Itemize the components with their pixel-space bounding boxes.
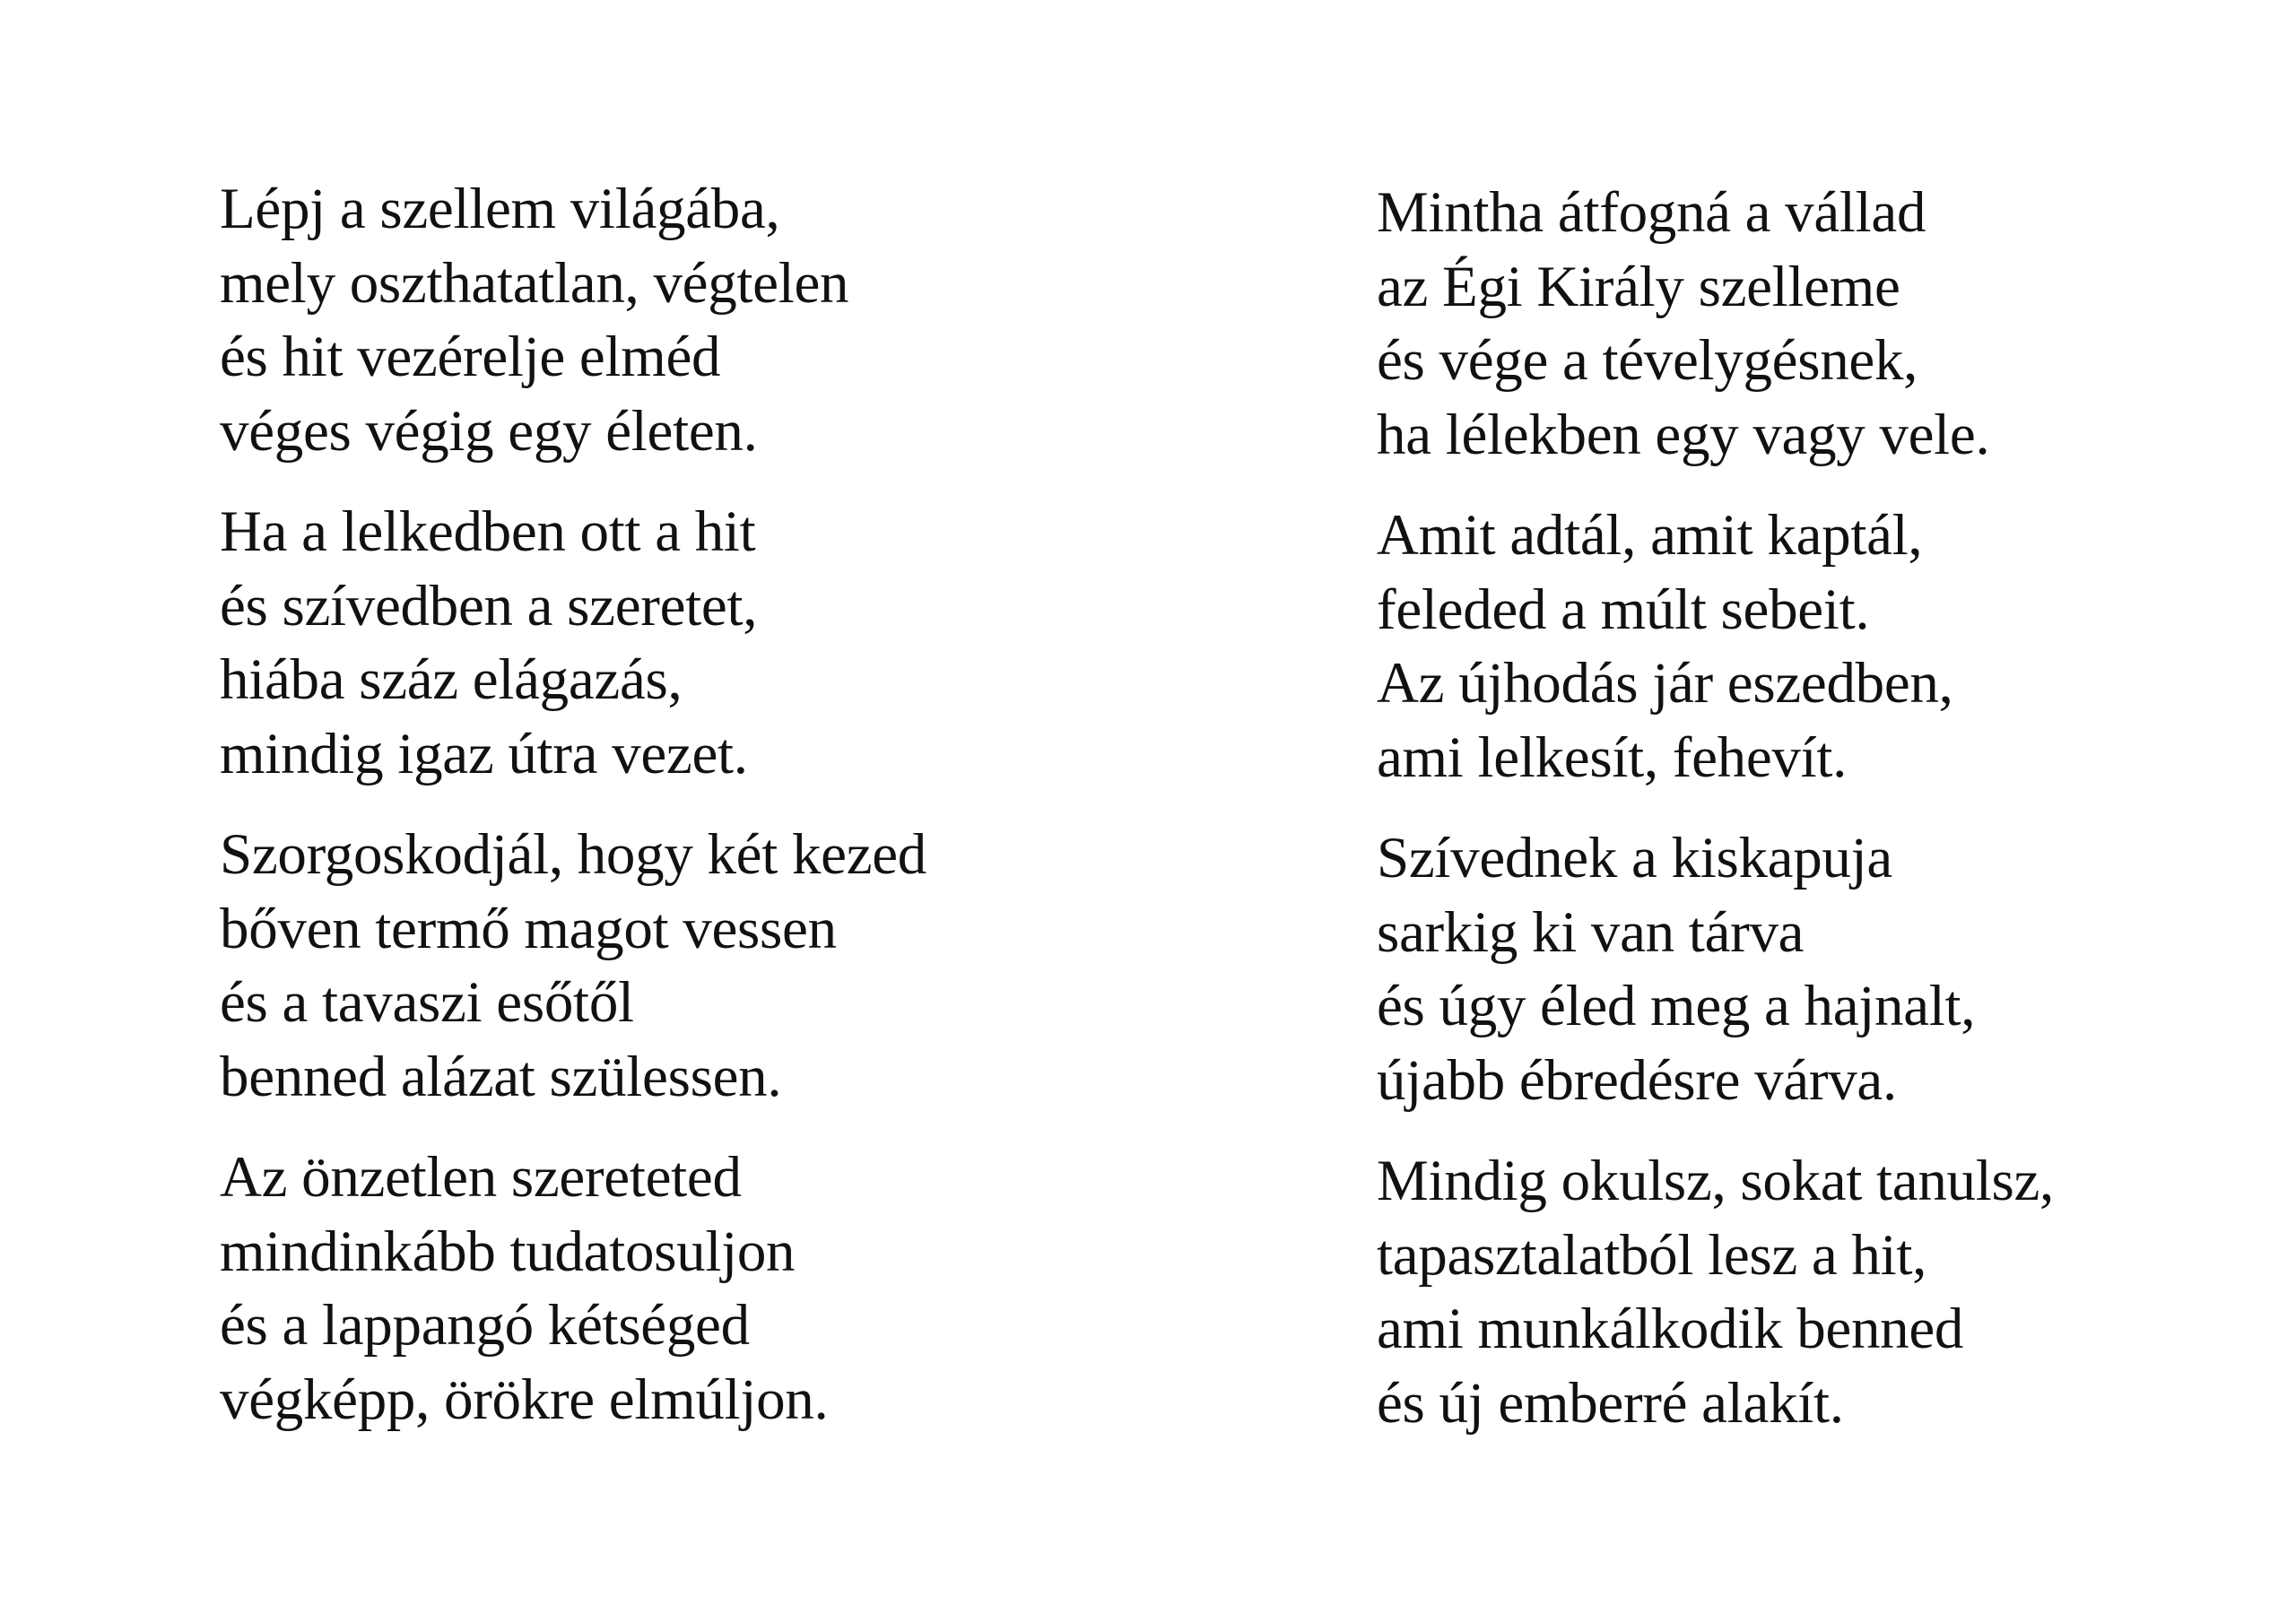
- poem-line: Mindig okulsz, sokat tanulsz,: [1377, 1149, 2054, 1213]
- poem-line: mindinkább tudatosuljon: [220, 1219, 796, 1284]
- poem-line: és hit vezérelje elméd: [220, 325, 721, 389]
- stanza: [1377, 821, 2296, 1117]
- poem-line: véges végig egy életen.: [220, 398, 758, 464]
- poem-line: benned alázat szülessen.: [220, 1044, 782, 1109]
- stanza: [220, 1141, 1251, 1436]
- poem-line: feleded a múlt sebeit.: [1377, 577, 1870, 642]
- poem-line: sarkig ki van tárva: [1377, 899, 1805, 965]
- poem-line: Mintha átfogná a vállad: [1377, 180, 1926, 245]
- poem-line: Lépj a szellem világába,: [220, 177, 780, 241]
- poem-line: mely oszthatatlan, végtelen: [220, 250, 849, 316]
- poem-line: ami munkálkodik benned: [1377, 1297, 1964, 1361]
- poem-line: Ha a lelkedben ott a hit: [220, 499, 756, 564]
- poem-line: Az önzetlen szereteted: [220, 1145, 742, 1210]
- stanza: [1377, 176, 2296, 472]
- poem-line: Az újhodás jár eszedben,: [1377, 651, 1953, 716]
- poem-left-column: [220, 172, 1251, 1463]
- poem-line: mindig igaz útra vezet.: [220, 721, 748, 786]
- poem-line: Szívednek a kiskapuja: [1377, 826, 1892, 890]
- poem-line: és a tavaszi esőtől: [220, 970, 634, 1035]
- poem-line: bőven termő magot vessen: [220, 896, 837, 961]
- poem-line: Szorgoskodjál, hogy két kezed: [220, 822, 926, 887]
- poem-line: újabb ébredésre várva.: [1377, 1047, 1897, 1113]
- poem-line: Amit adtál, amit kaptál,: [1377, 503, 1923, 568]
- stanza: [220, 818, 1251, 1114]
- poem-line: és úgy éled meg a hajnalt,: [1377, 974, 1976, 1038]
- poem-line: ami lelkesít, fehevít.: [1377, 725, 1848, 790]
- poem-line: és vége a tévelygésnek,: [1377, 328, 1918, 393]
- poem-line: az Égi Király szelleme: [1377, 254, 1900, 319]
- stanza: [1377, 1144, 2296, 1440]
- poem-right-column: [1377, 176, 2296, 1467]
- poem-line: végképp, örökre elmúljon.: [220, 1367, 829, 1432]
- poem-line: ha lélekben egy vagy vele.: [1377, 402, 1990, 467]
- poem-line: és a lappangó kétséged: [220, 1293, 750, 1358]
- stanza: [1377, 499, 2296, 794]
- poem-line: tapasztalatból lesz a hit,: [1377, 1222, 1927, 1288]
- poem-line: és új emberré alakít.: [1377, 1370, 1844, 1436]
- stanza: [220, 172, 1251, 468]
- poem-line: és szívedben a szeretet,: [220, 573, 758, 638]
- poem-line: hiába száz elágazás,: [220, 647, 683, 712]
- stanza: [220, 495, 1251, 791]
